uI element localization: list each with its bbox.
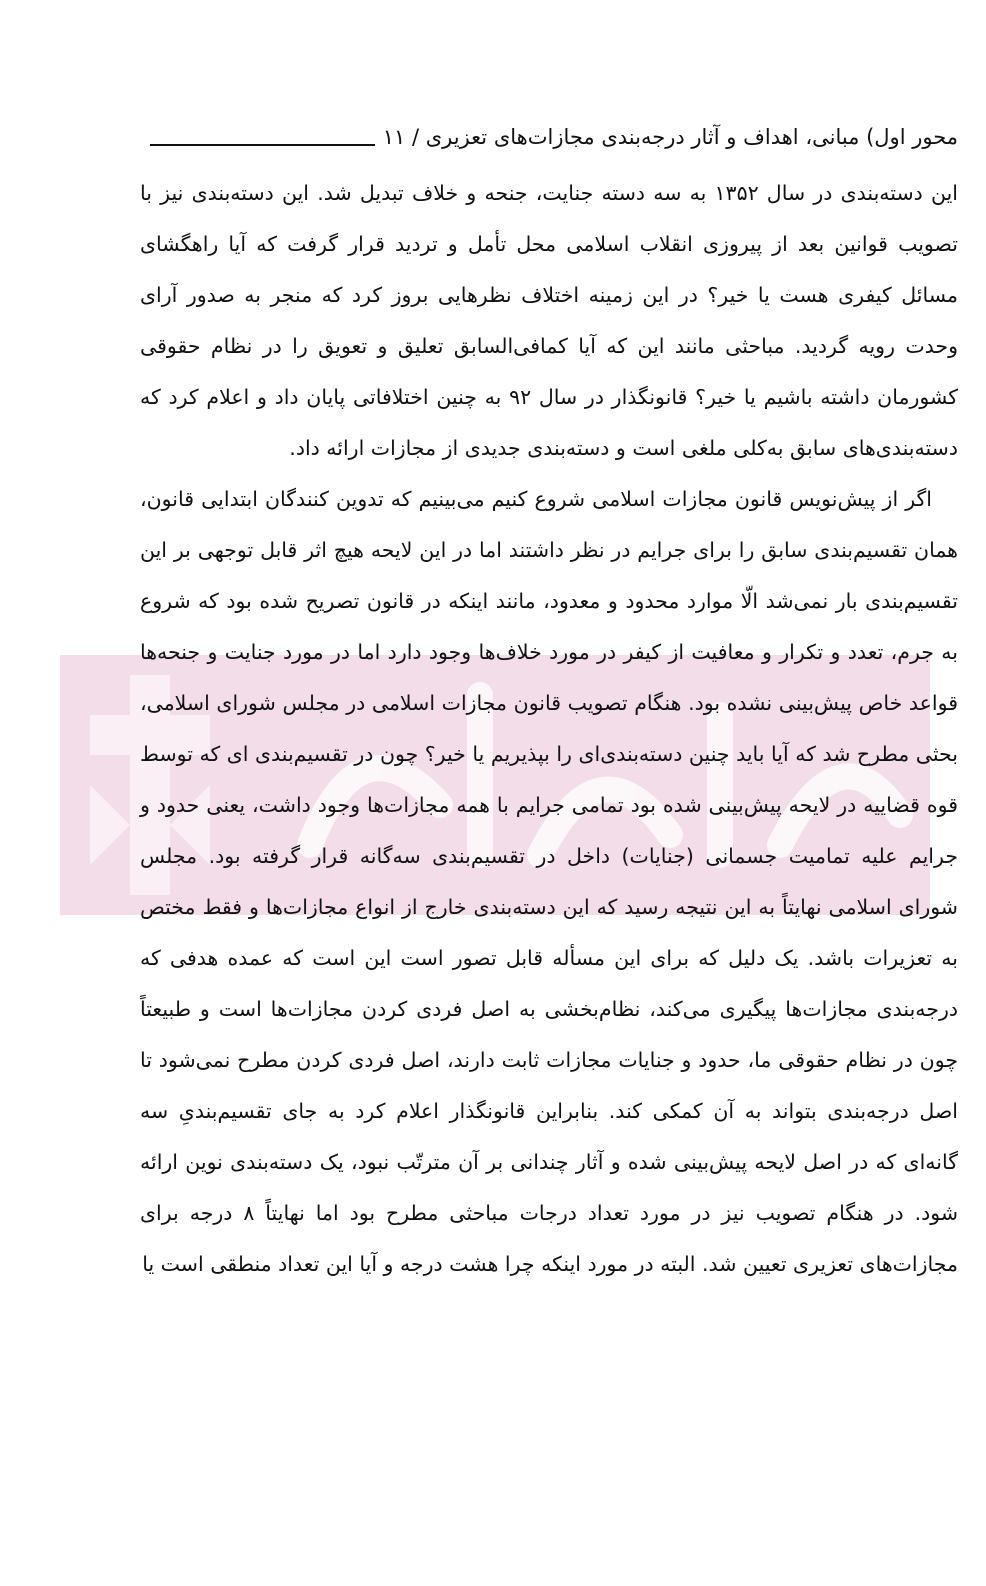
running-header xyxy=(150,108,958,152)
paragraph: این دسته‌بندی در سال ۱۳۵۲ به سه دسته جنایت، جنحه و خلاف تبدیل شد. این دسته‌بندی نیز با تصویب قوانین بعد از پیروزی انقلاب اسلامی محل تأمل و تردید قرار گرفت که آیا راهگشای مسائل کیفری هست یا خیر؟ در این زمینه اختلاف نظرهایی بروز کرد که منجر به صدور آرای وحدت رویه گردید. مباحثی مانند این که آیا کمافی‌السابق تعلیق و تعویق را در نظام حقوقی کشورمان داشته باشیم یا خیر؟ قانونگذار در سال ۹۲ به چنین اختلافاتی پایان داد و اعلام کرد که دسته‌بندی‌های سابق به‌کلی ملغی است و دسته‌بندی جدیدی از مجازات ارائه داد. xyxy=(140,181,958,460)
header-rule xyxy=(150,144,375,146)
running-title: محور اول) مبانی، اهداف و آثار درجه‌بندی مجازات‌های تعزیری / ۱۱ xyxy=(382,125,958,149)
body-text xyxy=(140,168,958,1290)
paragraph: اگر از پیش‌نویس قانون مجازات اسلامی شروع کنیم می‌بینیم که تدوین کنندگان ابتدایی قانون، همان تقسیم‌بندی سابق را برای جرایم در نظر داشتند اما در این لایحه هیچ اثر قابل توجهی بر این تقسیم‌بندی بار نمی‌شد الّا موارد محدود و معدود، مانند اینکه در قانون تصریح شده بود که شروع به جرم، تعدد و تکرار و معافیت از کیفر در مورد خلاف‌ها وجود دارد اما در مورد جنایت و جنحه‌ها قواعد خاص پیش‌بینی نشده بود. هنگام تصویب قانون مجازات اسلامی در مجلس شورای اسلامی، بحثی مطرح شد که آیا باید چنین دسته‌بندی‌ای را بپذیریم یا خیر؟ چون در تقسیم‌بندی ای که توسط قوه قضاییه در لایحه پیش‌بینی شده بود تمامی جرایم با همه مجازات‌ها وجود داشت، یعنی حدود و جرایم علیه تمامیت جسمانی (جنایات) داخل در تقسیم‌بندی سه‌گانه قرار گرفته بود. مجلس شورای اسلامی نهایتاً به این نتیجه رسید که این دسته‌بندی خارج از انواع مجازات‌ها و فقط مختص به تعزیرات باشد. یک دلیل که برای این مسأله قابل تصور است این است که عمده هدفی که درجه‌بندی مجازات‌ها پیگیری می‌کند، نظام‌بخشی به اصل فردی کردن مجازات‌ها است و طبیعتاً چون در نظام حقوقی ما، حدود و جنایات مجازات ثابت دارند، اصل فردی کردن مطرح نمی‌شود تا اصل درجه‌بندی بتواند به آن کمکی کند. بنابراین قانونگذار اعلام کرد به جای تقسیم‌بندیِ سه گانه‌ای که در اصل لایحه پیش‌بینی شده و آثار چندانی بر آن مترتّب نبود، یک دسته‌بندی نوین ارائه شود. در هنگام تصویب نیز در مورد تعداد درجات مباحثی مطرح بود اما نهایتاً ۸ درجه برای مجازات‌های تعزیری تعیین شد. البته در مورد اینکه چرا هشت درجه و آیا این تعداد منطقی است یا xyxy=(140,487,958,1276)
